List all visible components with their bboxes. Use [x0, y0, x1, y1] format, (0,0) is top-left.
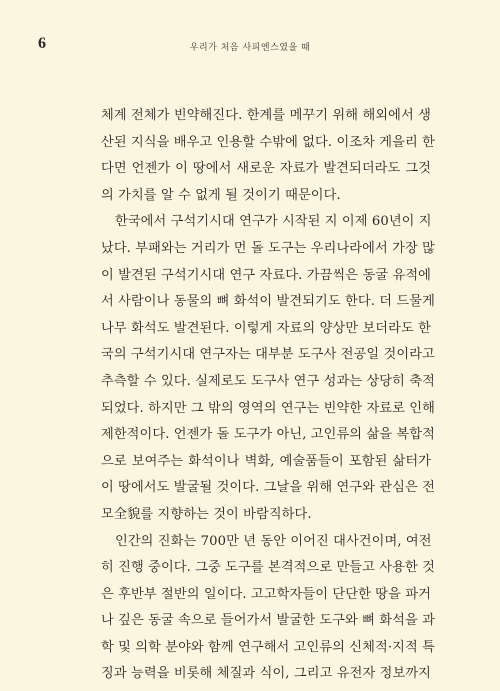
text-line: 모全貌를 지향하는 것이 바람직하다.: [101, 506, 312, 522]
text-line: 학 및 의학 분야와 함께 연구해서 고인류의 신체적·지적 특: [101, 639, 435, 655]
text-line: 인간의 진화는 700만 년 동안 이어진 대사건이며, 여전: [115, 533, 432, 549]
text-line: 나무 화석도 발견된다. 이렇게 자료의 양상만 보더라도 한: [101, 320, 431, 336]
body-text: [101, 103, 435, 688]
text-line: 제한적이다. 언젠가 돌 도구가 아닌, 고인류의 삶을 복합적: [101, 427, 435, 443]
text-line: 서 사람이나 동물의 뼈 화석이 발견되기도 한다. 더 드물게: [101, 294, 435, 310]
running-head: 우리가 처음 사피엔스였을 때: [189, 43, 311, 53]
text-line: 국의 구석기시대 연구자는 대부분 도구사 전공일 것이라고: [101, 347, 435, 363]
text-line: 의 가치를 알 수 없게 될 것이기 때문이다.: [101, 187, 341, 203]
text-line: 산된 지식을 배우고 인용할 수밖에 없다. 이조차 게을리 한: [101, 134, 435, 150]
text-line: 추측할 수 있다. 실제로도 도구사 연구 성과는 상당히 축적: [101, 373, 435, 389]
text-line: 다면 언젠가 이 땅에서 새로운 자료가 발견되더라도 그것: [101, 161, 431, 177]
text-line: 나 깊은 동굴 속으로 들어가서 발굴한 도구와 뼈 화석을 과: [101, 613, 435, 629]
text-line: 이 발견된 구석기시대 연구 자료다. 가끔씩은 동굴 유적에: [101, 267, 431, 283]
text-line: 징과 능력을 비롯해 체질과 식이, 그리고 유전자 정보까지: [101, 666, 431, 682]
text-line: 이 땅에서도 발굴될 것이다. 그날을 위해 연구와 관심은 전: [101, 480, 435, 496]
text-line: 한국에서 구석기시대 연구가 시작된 지 이제 60년이 지: [115, 214, 432, 230]
text-line: 은 후반부 절반의 일이다. 고고학자들이 단단한 땅을 파거: [101, 586, 431, 602]
text-line: 되었다. 하지만 그 밖의 영역의 연구는 빈약한 자료로 인해: [101, 400, 435, 416]
text-line: 났다. 부패와는 거리가 먼 돌 도구는 우리나라에서 가장 많: [101, 240, 435, 256]
page-number: 6: [38, 35, 46, 52]
text-line: 으로 보여주는 화석이나 벽화, 예술품들이 포함된 삶터가: [101, 453, 431, 469]
text-line: 체계 전체가 빈약해진다. 한계를 메꾸기 위해 해외에서 생: [101, 108, 431, 123]
text-line: 히 진행 중이다. 그중 도구를 본격적으로 만들고 사용한 것: [101, 560, 435, 576]
